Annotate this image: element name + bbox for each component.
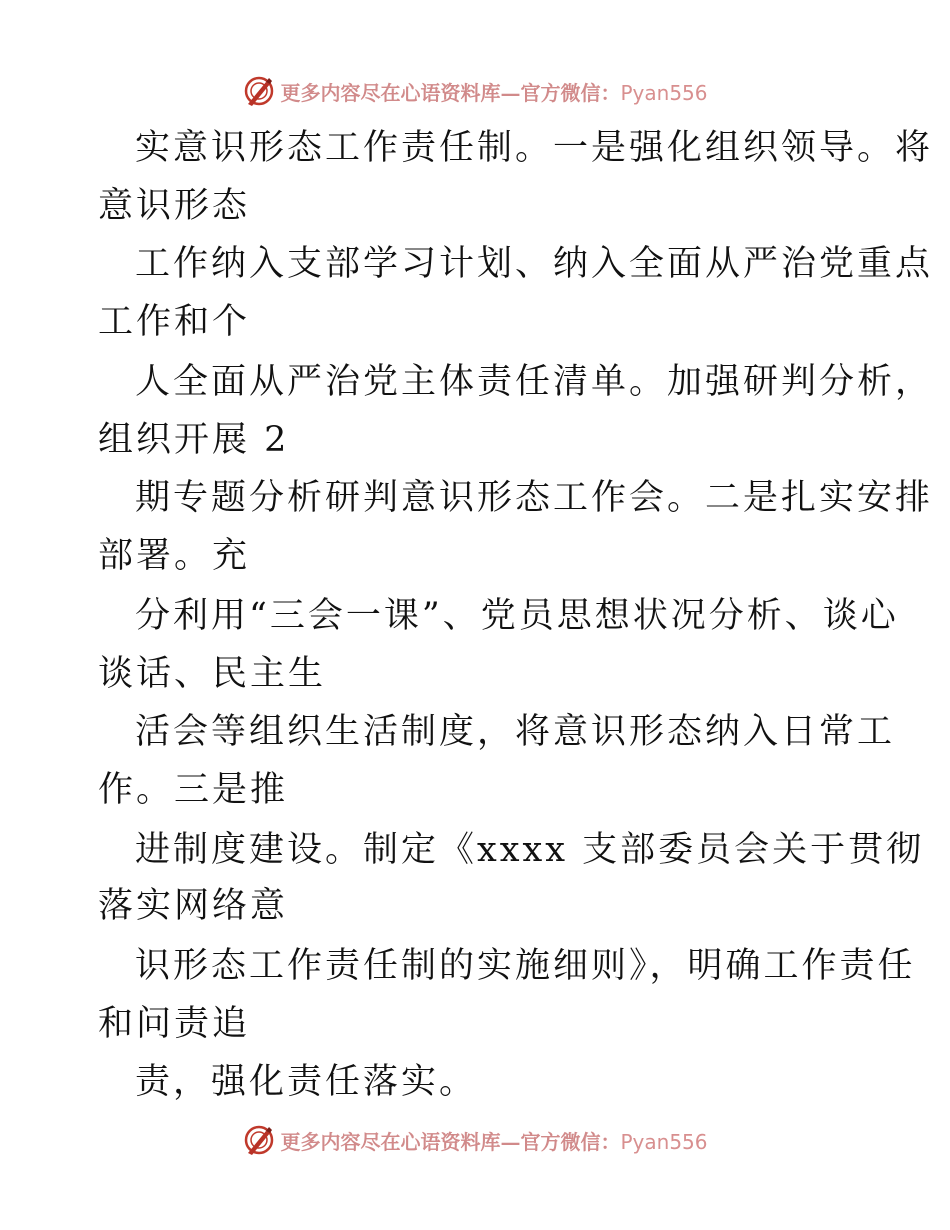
body-line: 谈话、民主生 — [98, 654, 327, 694]
footer-banner — [0, 1120, 950, 1160]
body-line: 期专题分析研判意识形态工作会。二是扎实安排 — [135, 478, 934, 518]
body-line: 工作纳入支部学习计划、纳入全面从严治党重点 — [135, 244, 934, 284]
pen-seal-logo-icon — [242, 1123, 276, 1157]
footer-banner-text — [280, 1126, 707, 1155]
body-line: 活会等组织生活制度，将意识形态纳入日常工 — [135, 712, 896, 752]
body-line: 作。三是推 — [98, 770, 289, 810]
body-line: 落实网络意 — [98, 886, 289, 926]
header-banner-label: 更多内容尽在心语资料库—官方微信： — [280, 80, 621, 105]
body-line: 责，强化责任落实。 — [135, 1062, 478, 1102]
body-line: 工作和个 — [98, 302, 251, 342]
body-line: 实意识形态工作责任制。一是强化组织领导。将 — [135, 128, 934, 168]
footer-banner-label: 更多内容尽在心语资料库—官方微信： — [280, 1129, 621, 1154]
body-line: 和问责追 — [98, 1004, 251, 1044]
body-line: 进制度建设。制定《xxxx 支部委员会关于贯彻 — [135, 830, 925, 870]
body-line: 识形态工作责任制的实施细则》，明确工作责任 — [135, 946, 916, 986]
body-line: 分利用“三会一课”、党员思想状况分析、谈心 — [135, 596, 899, 636]
header-wechat-id: Pyan556 — [620, 80, 708, 105]
footer-wechat-id: Pyan556 — [620, 1129, 708, 1154]
body-line: 部署。充 — [98, 536, 251, 576]
body-line: 人全面从严治党主体责任清单。加强研判分析， — [135, 362, 934, 402]
body-line: 组织开展 2 — [98, 420, 290, 460]
body-line: 意识形态 — [98, 186, 251, 226]
